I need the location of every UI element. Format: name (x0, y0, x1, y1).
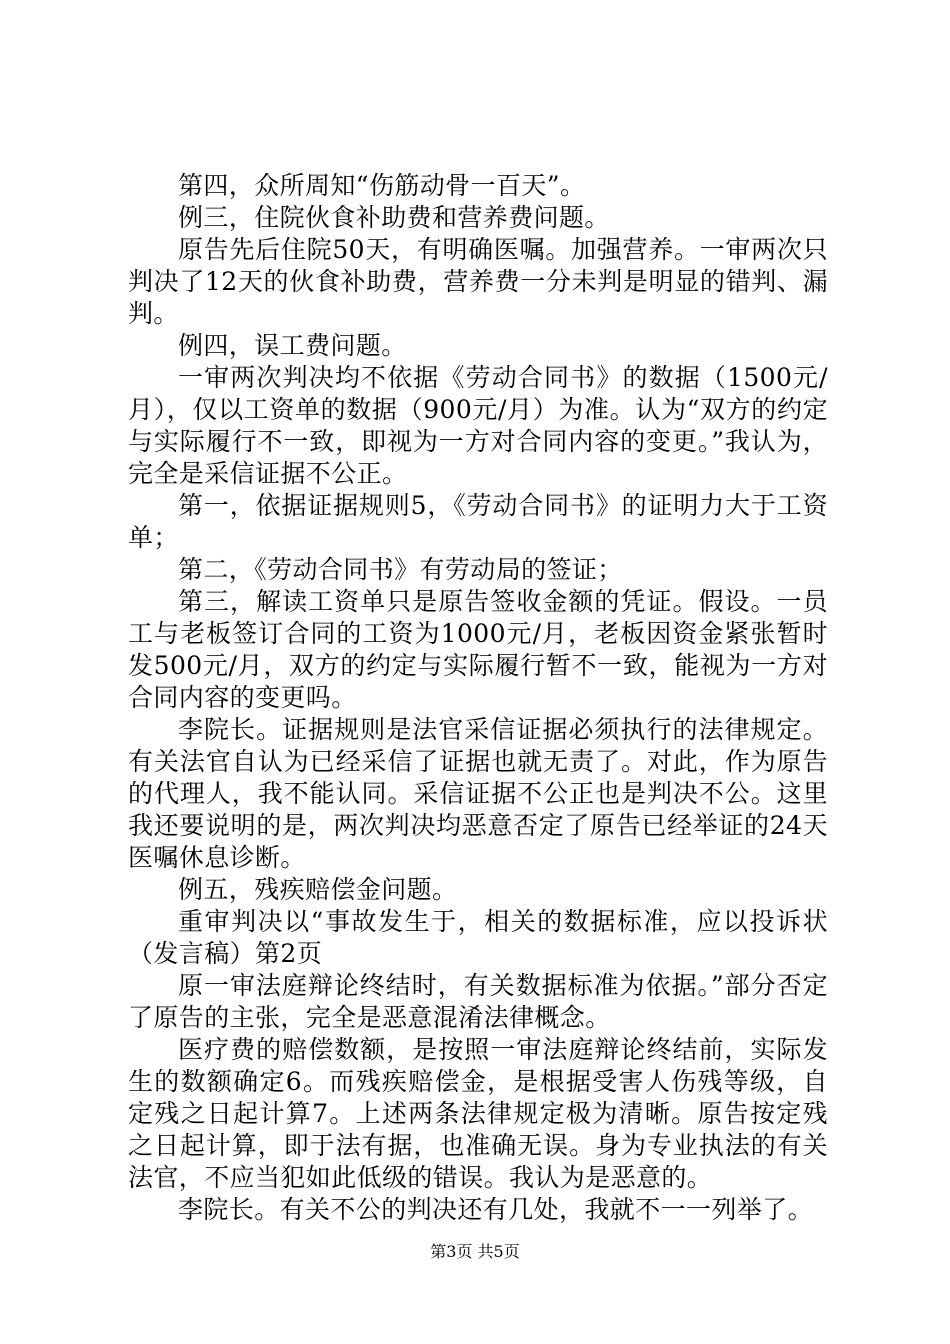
paragraph: 一审两次判决均不依据《劳动合同书》的数据（1500元/月），仅以工资单的数据（900元/月）为准。认为“双方的约定与实际履行不一致，即视为一方对合同内容的变更。”我认为，完全是采信证据不公正。 (128, 363, 828, 488)
paragraph: 李院长。有关不公的判决还有几处，我就不一一列举了。 (178, 1195, 814, 1224)
document-body (128, 170, 828, 1226)
paragraph: 例三，住院伙食补助费和营养费问题。 (178, 203, 610, 232)
paragraph: 第二，《劳动合同书》有劳动局的签证； (178, 555, 623, 584)
paragraph: 例五，残疾赔偿金问题。 (178, 875, 458, 904)
paragraph: 第三，解读工资单只是原告签收金额的凭证。假设。一员工与老板签订合同的工资为1000元/月，老板因资金紧张暂时发500元/月，双方的约定与实际履行暂不一致，能视为一方对合同内容的变更吗。 (128, 587, 828, 712)
paragraph: 原一审法庭辩论终结时，有关数据标准为依据。”部分否定了原告的主张，完全是恶意混淆法律概念。 (128, 971, 828, 1032)
paragraph: 例四，误工费问题。 (178, 331, 407, 360)
paragraph: 医疗费的赔偿数额，是按照一审法庭辩论终结前，实际发生的数额确定6。而残疾赔偿金，是根据受害人伤残等级，自定残之日起计算7。上述两条法律规定极为清晰。原告按定残之日起计算，即于法有据，也准确无误。身为专业执法的有关法官，不应当犯如此低级的错误。我认为是恶意的。 (128, 1035, 828, 1192)
paragraph: 重审判决以“事故发生于，相关的数据标准，应以投诉状（发言稿）第2页 (128, 907, 828, 968)
paragraph: 李院长。证据规则是法官采信证据必须执行的法律规定。有关法官自认为已经采信了证据也就无责了。对此，作为原告的代理人，我不能认同。采信证据不公正也是判决不公。这里我还要说明的是，两次判决均恶意否定了原告已经举证的24天医嘱休息诊断。 (128, 715, 828, 872)
paragraph: 第四，众所周知“伤筋动骨一百天”。 (178, 171, 586, 200)
paragraph: 原告先后住院50天，有明确医嘱。加强营养。一审两次只判决了12天的伙食补助费，营养费一分未判是明显的错判、漏判。 (128, 235, 828, 328)
paragraph: 第一，依据证据规则5，《劳动合同书》的证明力大于工资单； (128, 491, 828, 552)
page-number-footer: 第3页 共5页 (430, 1242, 520, 1261)
